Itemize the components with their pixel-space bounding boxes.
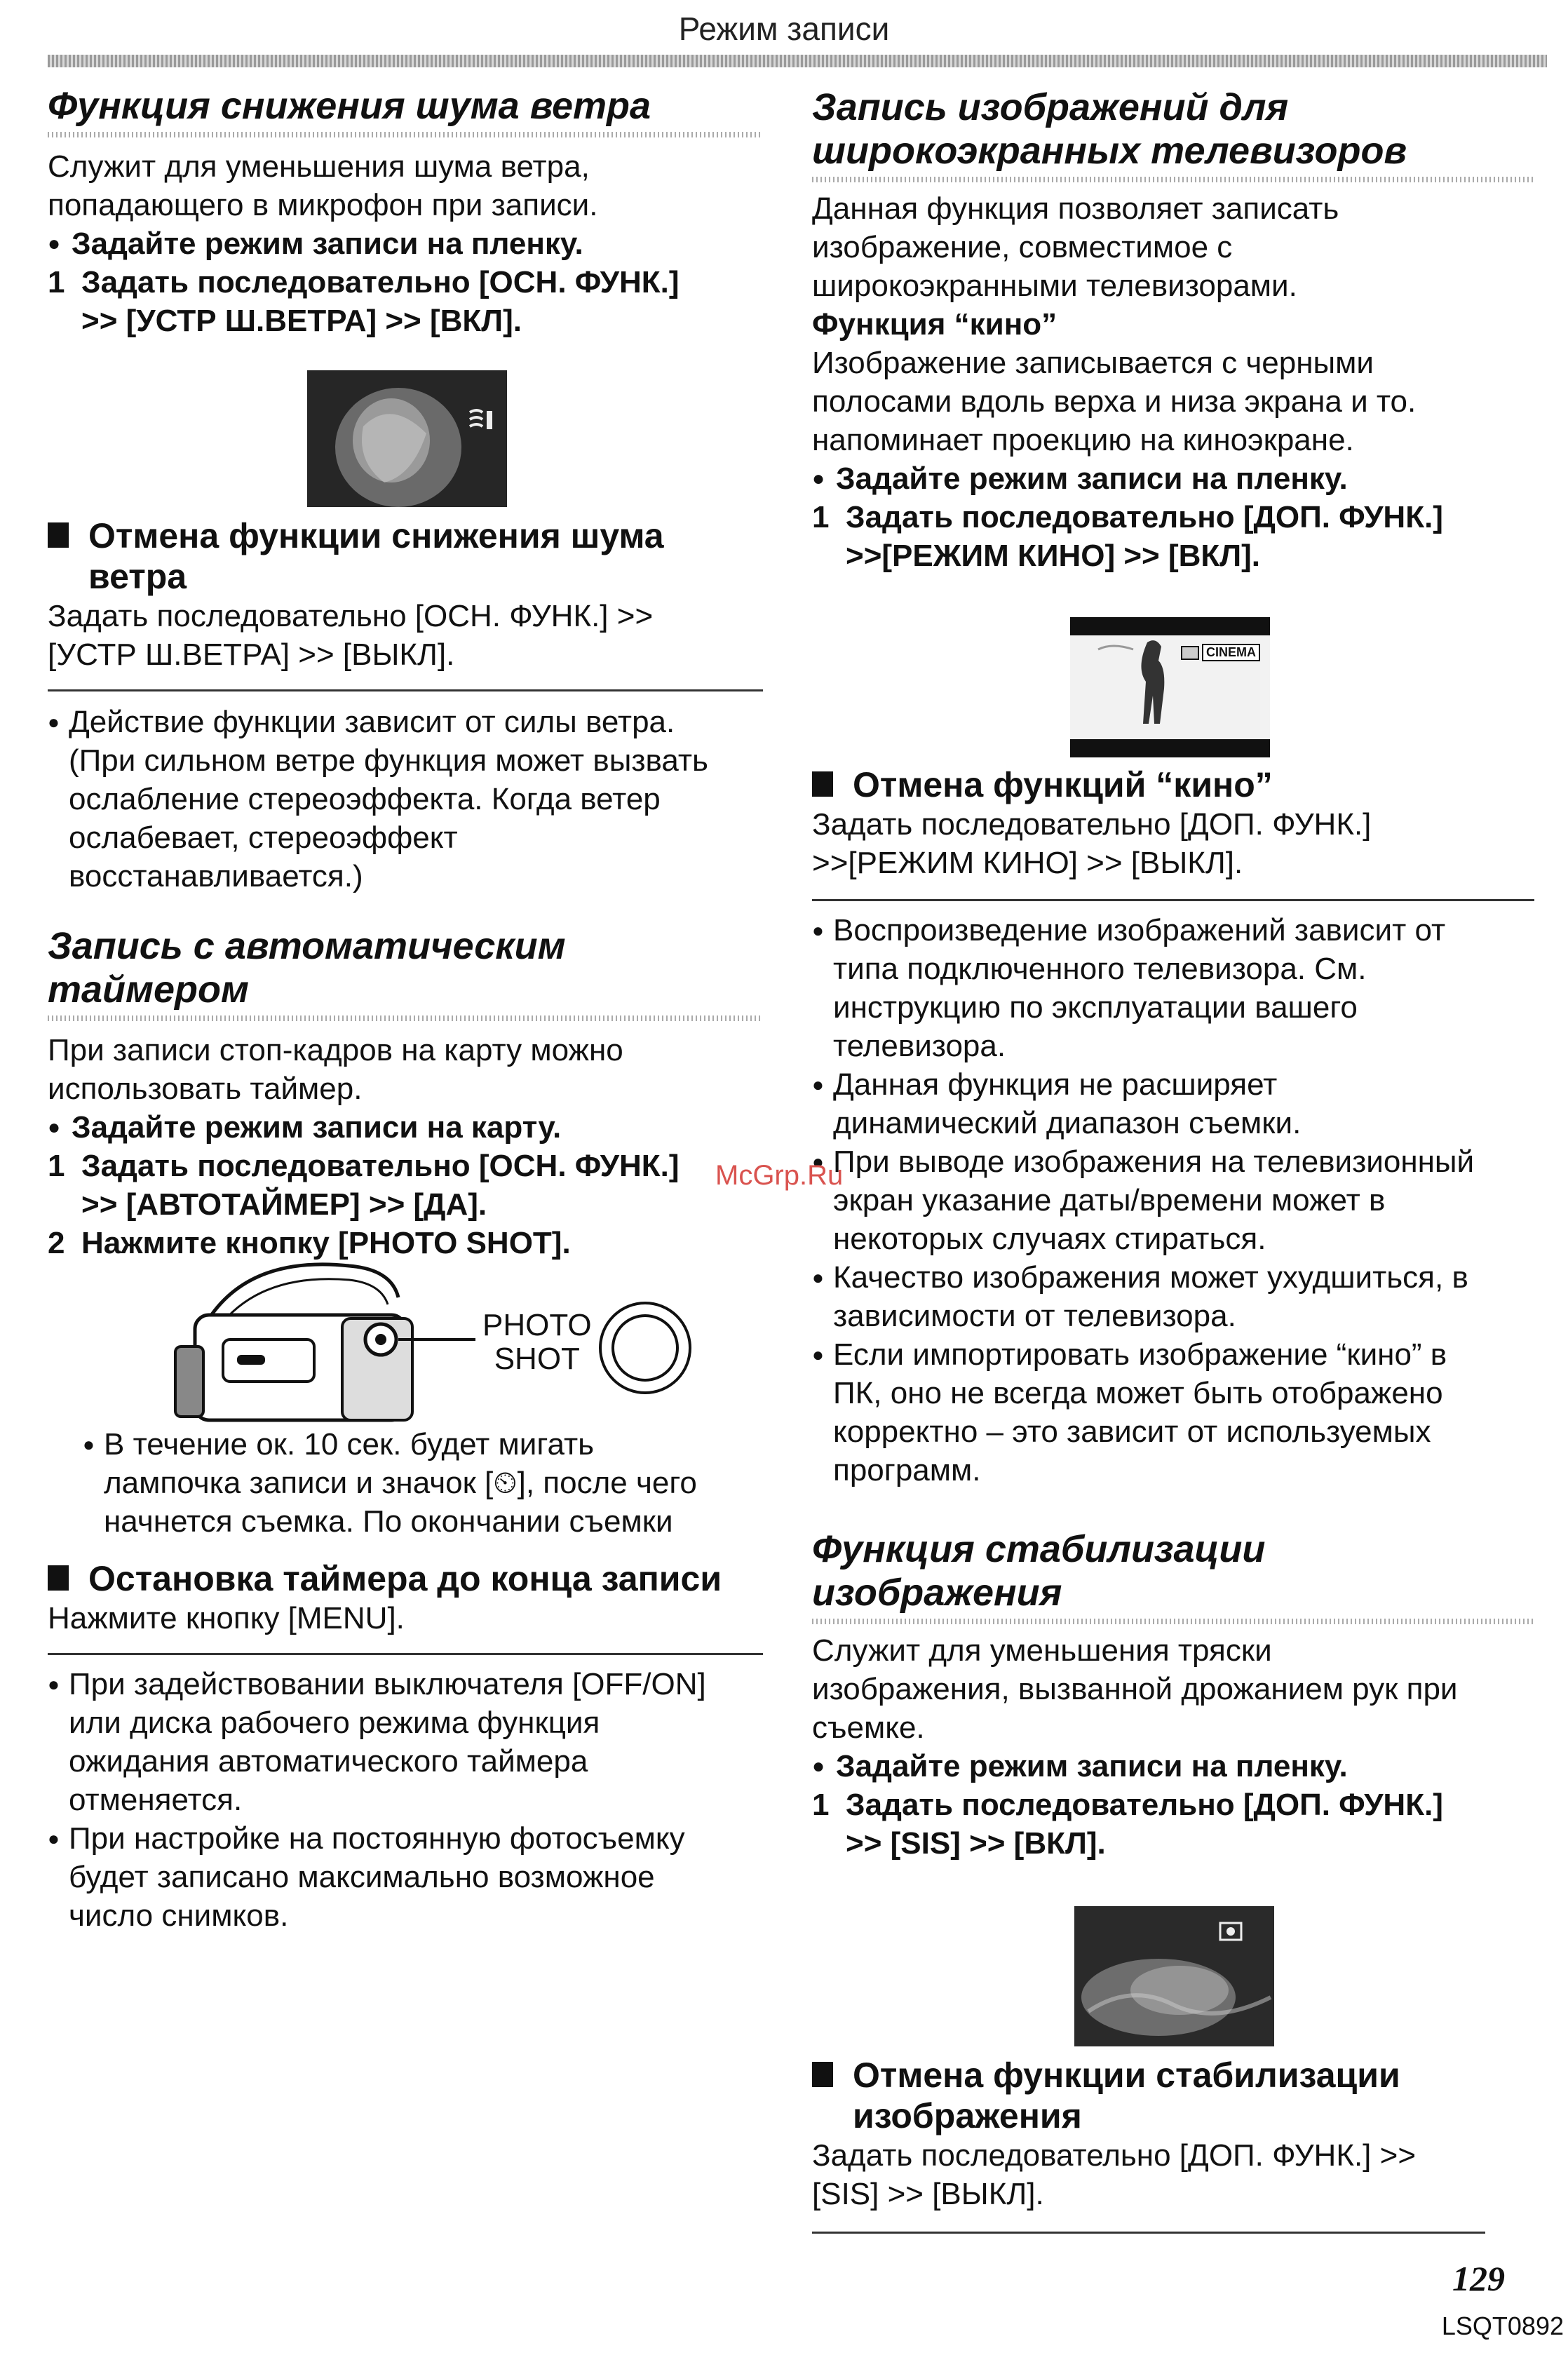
wide-note-2-line-1: ● Данная функция не расширяет [833, 1067, 1278, 1102]
timer-intro-2: использовать таймер. [48, 1072, 363, 1106]
sis-screen-image [1074, 1906, 1274, 2046]
wind-step-1-line-1: Задать последовательно [ОСН. ФУНК.] [81, 265, 680, 299]
wind-note-line-1: ● Действие функции зависит от силы ветра. [69, 705, 675, 739]
divider [48, 1653, 763, 1655]
title-underline [812, 177, 1534, 182]
wind-screen-image [307, 370, 507, 507]
cinema-indicator [1181, 644, 1260, 661]
step-text [81, 1147, 680, 1224]
wide-step-1-line-1: Задать последовательно [ДОП. ФУНК.] [846, 500, 1443, 534]
step-number: 2 [48, 1226, 65, 1260]
sis-cancel-text-2: [SIS] >> [ВЫКЛ]. [812, 2177, 1044, 2211]
wide-intro-2: изображение, совместимое с [812, 230, 1233, 264]
timer-step-1 [48, 1147, 763, 1224]
step-text: Нажмите кнопку [PHOTO SHOT]. [81, 1226, 571, 1260]
sis-bullet: ● Задайте режим записи на пленку. [812, 1747, 1534, 1786]
timer-intro-1: При записи стоп-кадров на карту можно [48, 1033, 623, 1067]
sis-intro-3: съемке. [812, 1710, 925, 1745]
wide-note-1-line-1: ● Воспроизведение изображений зависит от [833, 913, 1446, 947]
cinema-subtitle: Функция “кино” [812, 307, 1057, 342]
wind-cancel [48, 515, 763, 896]
cinema-badge: CINEMA [1202, 644, 1260, 661]
wind-note-line-5: восстанавливается.) [69, 859, 363, 893]
timer-sub-note-body [83, 1425, 763, 1541]
wide-note-1 [812, 911, 1534, 1065]
section-widescreen [812, 86, 1534, 575]
photo-label: PHOTO [482, 1308, 592, 1342]
title-underline [48, 1015, 763, 1021]
step-text [81, 263, 680, 340]
section-self-timer [48, 924, 763, 1262]
wind-step-1 [48, 263, 763, 340]
wind-step-1-line-2: >> [УСТР Ш.ВЕТРА] >> [ВКЛ]. [81, 304, 522, 338]
wind-cancel-title-2: ветра [88, 557, 187, 596]
cinema-cancel [812, 764, 1534, 1490]
sis-intro-2: изображения, вызванной дрожанием рук при [812, 1672, 1458, 1706]
timer-sub-note-line-1: ● В течение ок. 10 сек. будет мигать [104, 1427, 595, 1462]
sis-intro-1: Служит для уменьшения тряски [812, 1633, 1272, 1668]
wide-note-3-line-1: ● При выводе изображения на телевизионный [833, 1145, 1475, 1179]
wide-note-3 [812, 1142, 1534, 1258]
wide-title-2: широкоэкранных телевизоров [812, 130, 1407, 172]
step-number: 1 [48, 1149, 65, 1183]
wide-bullet: ● Задайте режим записи на пленку. [812, 459, 1534, 498]
timer-note-2 [48, 1819, 763, 1935]
timer-note-1-line-4: отменяется. [69, 1783, 243, 1817]
timer-note-1-line-3: ожидания автоматического таймера [69, 1744, 588, 1779]
timer-note-1 [48, 1665, 763, 1819]
timer-note-2-line-2: будет записано максимально возможное [69, 1860, 655, 1894]
divider [48, 689, 763, 691]
shot-label: SHOT [494, 1342, 580, 1376]
wide-note-5-line-2: ПК, оно не всегда может быть отображено [833, 1376, 1443, 1410]
sis-cancel-text-1: Задать последовательно [ДОП. ФУНК.] >> [812, 2138, 1417, 2173]
sis-title-2: изображения [812, 1572, 1062, 1614]
wide-note-4-line-1: ● Качество изображения может ухудшиться, в [833, 1260, 1468, 1295]
step-number: 1 [812, 1788, 830, 1822]
wind-cancel-text-2: [УСТР Ш.ВЕТРА] >> [ВЫКЛ]. [48, 637, 455, 672]
wind-note-line-4: ослабевает, стереоэффект [69, 821, 458, 855]
timer-note-2-line-1: ● При настройке на постоянную фотосъемку [69, 1821, 685, 1856]
sis-cancel-title-2: изображения [853, 2096, 1082, 2135]
cinema-text-1: Изображение записывается с черными [812, 346, 1374, 380]
timer-sub-note-line-2: лампочка записи и значок [⏲], после чего [104, 1466, 697, 1500]
section-stabilizer [812, 1527, 1534, 1863]
sis-cancel-title-1: Отмена функции стабилизации [853, 2056, 1400, 2095]
timer-sub-note-line-3: начнется съемка. По окончании съемки [104, 1504, 673, 1539]
sis-cancel [812, 2055, 1534, 2234]
cinema-cancel-title-text: Отмена функций “кино” [853, 765, 1273, 804]
timer-title: Запись с автоматическим таймером [48, 925, 566, 1011]
wind-intro-2: попадающего в микрофон при записи. [48, 188, 598, 222]
step-number: 1 [812, 500, 830, 534]
sis-title-1: Функция стабилизации [812, 1528, 1266, 1570]
wide-title-1: Запись изображений для [812, 86, 1289, 128]
divider [812, 2232, 1485, 2234]
wind-note [48, 703, 763, 896]
square-marker-icon [812, 2062, 833, 2087]
wide-note-2-line-2: динамический диапазон съемки. [833, 1106, 1302, 1140]
timer-stop-text: Нажмите кнопку [MENU]. [48, 1601, 405, 1635]
cinema-cancel-text-1: Задать последовательно [ДОП. ФУНК.] [812, 807, 1372, 842]
page-header-title: Режим записи [678, 11, 890, 47]
timer-note-1-line-2: или диска рабочего режима функция [69, 1706, 600, 1740]
wide-note-5-line-1: ● Если импортировать изображение “кино” в [833, 1337, 1447, 1372]
step-text [846, 498, 1443, 575]
wide-intro-3: широкоэкранными телевизорами. [812, 269, 1297, 303]
timer-bullet: ● Задайте режим записи на карту. [48, 1108, 763, 1147]
wind-cancel-text-1: Задать последовательно [ОСН. ФУНК.] >> [48, 599, 654, 633]
timer-note-1-line-1: ● При задействовании выключателя [OFF/ON] [69, 1667, 706, 1701]
timer-stop [48, 1558, 763, 1935]
title-underline [48, 132, 763, 137]
page-number: 129 [1452, 2259, 1505, 2298]
wide-note-5-line-4: программ. [833, 1453, 981, 1487]
timer-step-1-line-1: Задать последовательно [ОСН. ФУНК.] [81, 1149, 680, 1183]
divider [812, 899, 1534, 901]
wide-step-1-line-2: >>[РЕЖИМ КИНО] >> [ВКЛ]. [846, 539, 1261, 573]
sis-step-1 [812, 1786, 1534, 1863]
wind-cancel-title [48, 515, 763, 597]
photo-shot-label [482, 1309, 592, 1376]
square-marker-icon [48, 1565, 69, 1591]
watermark: McGrp.Ru [715, 1160, 844, 1191]
film-icon [1181, 646, 1199, 660]
title-underline [812, 1619, 1534, 1624]
header-band [48, 55, 1547, 67]
square-marker-icon [812, 771, 833, 797]
timer-step-1-line-2: >> [АВТОТАЙМЕР] >> [ДА]. [81, 1187, 487, 1222]
camcorder-illustration [167, 1241, 700, 1431]
wide-intro-1: Данная функция позволяет записать [812, 191, 1339, 226]
wind-bullet: ● Задайте режим записи на пленку. [48, 224, 763, 263]
wide-note-2 [812, 1065, 1534, 1142]
wide-note-3-line-2: экран указание даты/времени может в [833, 1183, 1386, 1217]
timer-sub-note [83, 1425, 763, 1541]
step-number: 1 [48, 265, 65, 299]
sis-step-1-line-2: >> [SIS] >> [ВКЛ]. [846, 1826, 1106, 1861]
cinema-text-3: напоминает проекцию на киноэкране. [812, 423, 1354, 457]
sis-cancel-title [812, 2055, 1534, 2136]
wide-note-3-line-3: некоторых случаях стираться. [833, 1222, 1266, 1256]
wide-note-1-line-3: инструкцию по эксплуатации вашего [833, 990, 1358, 1025]
wide-note-5-line-3: корректно – это зависит от используемых [833, 1415, 1431, 1449]
cinema-cancel-text-2: >>[РЕЖИМ КИНО] >> [ВЫКЛ]. [812, 846, 1243, 880]
timer-stop-title [48, 1558, 763, 1599]
wind-intro-1: Служит для уменьшения шума ветра, [48, 149, 590, 184]
document-code: LSQT0892 [1441, 2312, 1564, 2340]
cinema-screen-image [1070, 617, 1270, 757]
square-marker-icon [48, 522, 69, 548]
timer-note-2-line-3: число снимков. [69, 1898, 289, 1933]
section-wind-noise [48, 84, 763, 340]
wide-note-5 [812, 1335, 1534, 1490]
cinema-text-2: полосами вдоль верха и низа экрана и то. [812, 384, 1417, 419]
wide-step-1 [812, 498, 1534, 575]
wind-note-line-2: (При сильном ветре функция может вызвать [69, 743, 708, 778]
photo-shot-button-icon [596, 1299, 694, 1397]
timer-stop-title-text: Остановка таймера до конца записи [88, 1559, 722, 1598]
wide-note-1-line-4: телевизора. [833, 1029, 1006, 1063]
wind-cancel-title-1: Отмена функции снижения шума [88, 516, 664, 555]
cinema-cancel-title [812, 764, 1534, 805]
step-text [846, 1786, 1443, 1863]
wind-note-line-3: ослабление стереоэффекта. Когда ветер [69, 782, 661, 816]
sis-step-1-line-1: Задать последовательно [ДОП. ФУНК.] [846, 1788, 1443, 1822]
wide-note-4 [812, 1258, 1534, 1335]
wide-note-1-line-2: типа подключенного телевизора. См. [833, 952, 1367, 986]
wide-note-4-line-2: зависимости от телевизора. [833, 1299, 1236, 1333]
wind-title: Функция снижения шума ветра [48, 85, 651, 127]
